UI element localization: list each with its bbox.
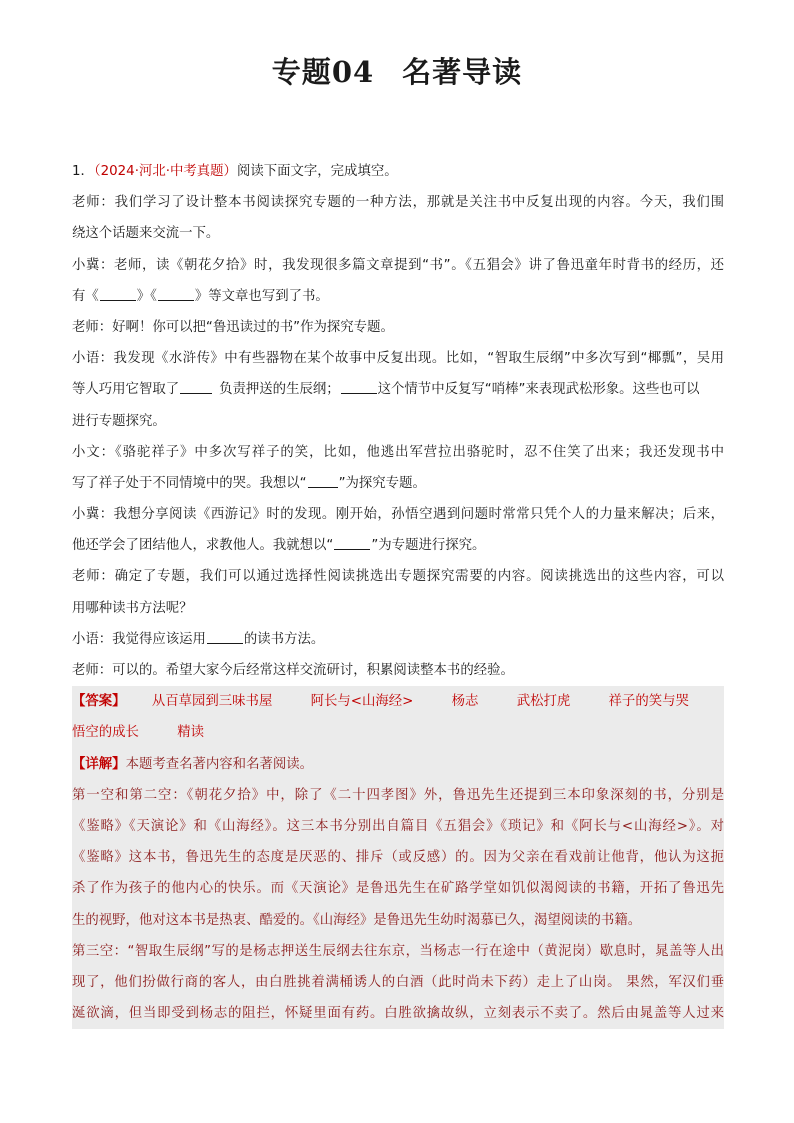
dialogue-line: 老师：确定了专题，我们可以通过选择性阅读挑选出专题探究需要的内容。阅读挑选出的这些内容，可以 <box>72 569 724 585</box>
answer-item: 悟空的成长 <box>72 725 139 741</box>
dialogue-line: 用哪种读书方法呢？ <box>72 600 193 616</box>
dialogue-line: 写了祥子处于不同情境中的哭。我想以“ ”为探究专题。 <box>72 468 724 499</box>
explanation-label: 【详解】 <box>72 756 126 772</box>
explanation-line: 涎欲滴，但当即受到杨志的阻拦，怀疑里面有药。白胜欲擒故纵，立刻表示不卖了。然后由晁盖等人过来 <box>72 1006 724 1022</box>
dialogue-line: 小语：我发现《水浒传》中有些器物在某个故事中反复出现。比如，“智取生辰纲”中多次写到“椰瓢”，吴用 <box>72 351 724 367</box>
fill-blank-4 <box>341 378 377 394</box>
explanation-line: 现了，他们扮做行商的客人，由白胜挑着满桶诱人的白酒（此时尚未下药）走上了山岗。 果然，军汉们垂 <box>72 974 724 990</box>
answer-line <box>72 686 724 717</box>
dialogue-line: 小冀：我想分享阅读《西游记》时的发现。刚开始，孙悟空遇到问题时常常只凭个人的力量来解决；后来， <box>72 507 724 523</box>
dialogue-line: 小语：我觉得应该运用 的读书方法。 <box>72 624 724 655</box>
question-prompt: 阅读下面文字，完成填空。 <box>236 164 398 179</box>
dialogue-line: 小冀：老师，读《朝花夕拾》时，我发现很多篇文章提到“书”。《五猖会》讲了鲁迅童年时背书的经历，还 <box>72 257 724 273</box>
explanation-line: 杀了作为孩子的他内心的快乐。而《天演论》是鲁迅先生在矿路学堂如饥似渴阅读的书籍，开拓了鲁迅先 <box>72 881 724 897</box>
dialogue-line: 有《 》《 》等文章也写到了书。 <box>72 281 724 312</box>
fill-blank-6 <box>334 534 370 550</box>
answer-line <box>72 717 724 748</box>
dialogue-line: 老师：好啊！你可以把“鲁迅读过的书”作为探究专题。 <box>72 319 394 335</box>
question-source: （2024·河北·中考真题） <box>93 164 237 179</box>
dialogue-line: 进行专题探究。 <box>72 413 166 429</box>
fill-blank-3 <box>180 378 212 394</box>
answer-item: 阿长与<山海经> <box>310 694 414 710</box>
fill-blank-7 <box>207 628 243 644</box>
explanation-line: 《鉴略》这本书，鲁迅先生的态度是厌恶的、排斥（或反感）的。因为父亲在看戏前让他背，他认为这扼 <box>72 850 724 866</box>
explanation-line: 第一空和第二空：《朝花夕拾》中，除了《二十四孝图》外，鲁迅先生还提到三本印象深刻的书，分别是 <box>72 787 724 803</box>
answer-item: 从百草园到三味书屋 <box>151 694 273 710</box>
document-body <box>72 156 724 1029</box>
answer-item: 精读 <box>177 725 204 741</box>
dialogue-line: 小文：《骆驼祥子》中多次写祥子的笑，比如，他逃出军营拉出骆驼时，忍不住笑了出来；我还发现书中 <box>72 444 724 460</box>
dialogue-line: 绕这个话题来交流一下。 <box>72 226 220 242</box>
dialogue-line: 老师：我们学习了设计整本书阅读探究专题的一种方法，那就是关注书中反复出现的内容。今天，我们围 <box>72 195 724 211</box>
dialogue-line: 他还学会了团结他人，求教他人。我就想以“ ”为专题进行探究。 <box>72 530 724 561</box>
explanation-line: 《鉴略》《天演论》和《山海经》。这三本书分别出自篇目《五猖会》《琐记》和《阿长与<山海经>》。对 <box>72 818 724 834</box>
explanation-intro: 本题考查名著内容和名著阅读。 <box>125 756 314 772</box>
dialogue-line: 等人巧用它智取了 负责押送的生辰纲； 这个情节中反复写“哨棒”来表现武松形象。这些也可以 <box>72 374 724 405</box>
answer-item: 武松打虎 <box>516 694 571 710</box>
explanation-line: 第三空：“智取生辰纲”写的是杨志押送生辰纲去往东京，当杨志一行在途中（黄泥岗）歇息时，晁盖等人出 <box>72 943 724 959</box>
answer-section <box>72 686 724 1029</box>
fill-blank-2 <box>158 285 194 301</box>
explanation-line: 生的视野，他对这本书是热衷、酷爱的。《山海经》是鲁迅先生幼时渴慕已久，渴望阅读的书籍。 <box>72 912 642 928</box>
answer-item: 杨志 <box>451 694 479 710</box>
question-header <box>72 156 724 187</box>
fill-blank-5 <box>308 472 338 488</box>
fill-blank-1 <box>100 285 136 301</box>
answer-label: 【答案】 <box>72 694 126 710</box>
dialogue-line: 老师：可以的。希望大家今后经常这样交流研讨，积累阅读整本书的经验。 <box>72 663 514 678</box>
answer-item: 祥子的笑与哭 <box>608 694 689 710</box>
explanation-header <box>72 749 724 780</box>
page-title: 专题04 名著导读 <box>271 55 523 89</box>
question-number: 1． <box>72 164 94 179</box>
